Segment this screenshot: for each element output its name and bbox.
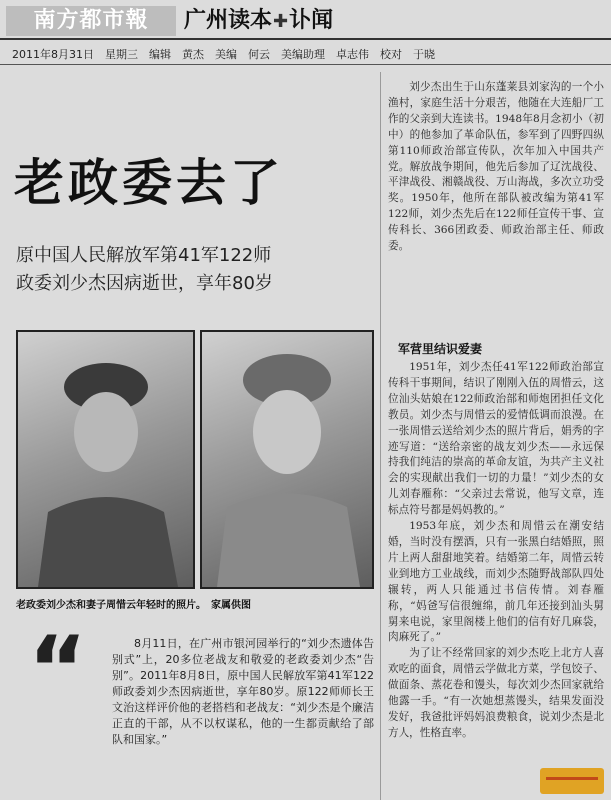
- masthead-rule: [0, 38, 611, 40]
- soldier-portrait-icon: [18, 332, 193, 587]
- subheadline-line-1: 原中国人民解放军第41军122师: [16, 245, 272, 266]
- subsection-name: 讣闻: [289, 8, 334, 33]
- headline: 老政委去了: [14, 154, 284, 212]
- column-divider: [380, 72, 381, 800]
- section-name: 广州读本: [184, 8, 273, 33]
- plus-icon: ✚: [273, 11, 289, 32]
- woman-portrait-icon: [202, 332, 372, 587]
- portrait-photo-wife: [200, 330, 374, 589]
- issue-rule: [0, 64, 611, 65]
- story-paragraph-2: 1953年底，刘少杰和周惜云在潮安结婚，当时没有摆酒，只有一张黑白结婚照，照片上两人甜甜地笑着。结婚第二年，周惜云转业到地方工业战线，而刘少杰随野战部队四处辗转，两人只能通过书信传情。刘春雁称，“妈爸写信很缠绵，前几年还接到汕头舅舅来电说，家里阁楼上他们的信有好几麻袋，肉麻死了。”: [388, 520, 604, 644]
- biography-intro: [388, 80, 604, 255]
- section-title: [184, 6, 333, 37]
- section-heading: 军营里结识爱妻: [398, 342, 483, 356]
- intro-paragraph: 刘少杰出生于山东蓬莱县刘家沟的一个小渔村，家庭生活十分艰苦，他随在大连船厂工作的父亲到大连读书。1948年8月念初小（初中）的他参加了革命队伍，参军到了四野四纵第110师政治部宣传队，次年加入中国共产党。解放战争期间，他先后参加了辽沈战役、平津战役、湘赣战役、万山海战，多次立功受奖。1950年，他所在部队被改编为第41军122师，刘少杰先后在122师任宣传干事、宣传科长、366团政委、师政治部主任、师政委。: [388, 81, 604, 253]
- marriage-story: [388, 360, 604, 742]
- story-paragraph-3: 为了让不经常回家的刘少杰吃上北方人喜欢吃的面食，周惜云学做北方菜，学包饺子、做面条、蒸花卷和馒头，每次刘少杰回家就给他露一手。“有一次她想蒸馒头，结果发面没发好，我爸批评妈妈浪费粮食，说刘少杰是北方人，性格直率。: [388, 647, 604, 739]
- newspaper-masthead-brand: 南方都市報: [6, 6, 176, 36]
- issue-info: 2011年8月31日 星期三 编辑 黄杰 美编 何云 美编助理 卓志伟 校对 于晓: [12, 48, 435, 61]
- watermark-stroke: [546, 777, 598, 780]
- site-watermark-logo: [540, 768, 604, 794]
- story-paragraph-1: 1951年，刘少杰任41军122师政治部宣传科干事期间，结识了刚刚入伍的周惜云，这位汕头姑娘在122师政治部和师炮团担任文化教员。刘少杰与周惜云的爱情低调而浪漫。在一张周惜云送给刘少杰的照片背后，娟秀的字迹写道：“送给亲密的战友刘少杰——永远保持我们纯洁的崇高的革命友谊，为共产主义社会的实现献出我们一切的力量！”刘少杰的女儿刘春雁称：“父亲过去常说，他写文章，连标点符号都是妈妈教的。”: [388, 361, 604, 517]
- subheadline-line-2: 政委刘少杰因病逝世，享年80岁: [16, 273, 273, 294]
- photo-caption: 老政委刘少杰和妻子周惜云年轻时的照片。 家属供图: [16, 600, 251, 611]
- portrait-photo-husband: [16, 330, 195, 589]
- quote-paragraph: 8月11日，在广州市银河园举行的“刘少杰遗体告别式”上，20多位老战友和敬爱的老政委刘少杰“告别”。2011年8月8日，原中国人民解放军第41军122师政委刘少杰因病逝世，享年80岁。原122师师长王文治这样评价他的老搭档和老战友：“刘少杰是个廉洁正直的干部，从不以权谋私，他的一生都贡献给了部队和国家。”: [112, 637, 374, 746]
- quotation-mark-icon: “: [28, 617, 88, 722]
